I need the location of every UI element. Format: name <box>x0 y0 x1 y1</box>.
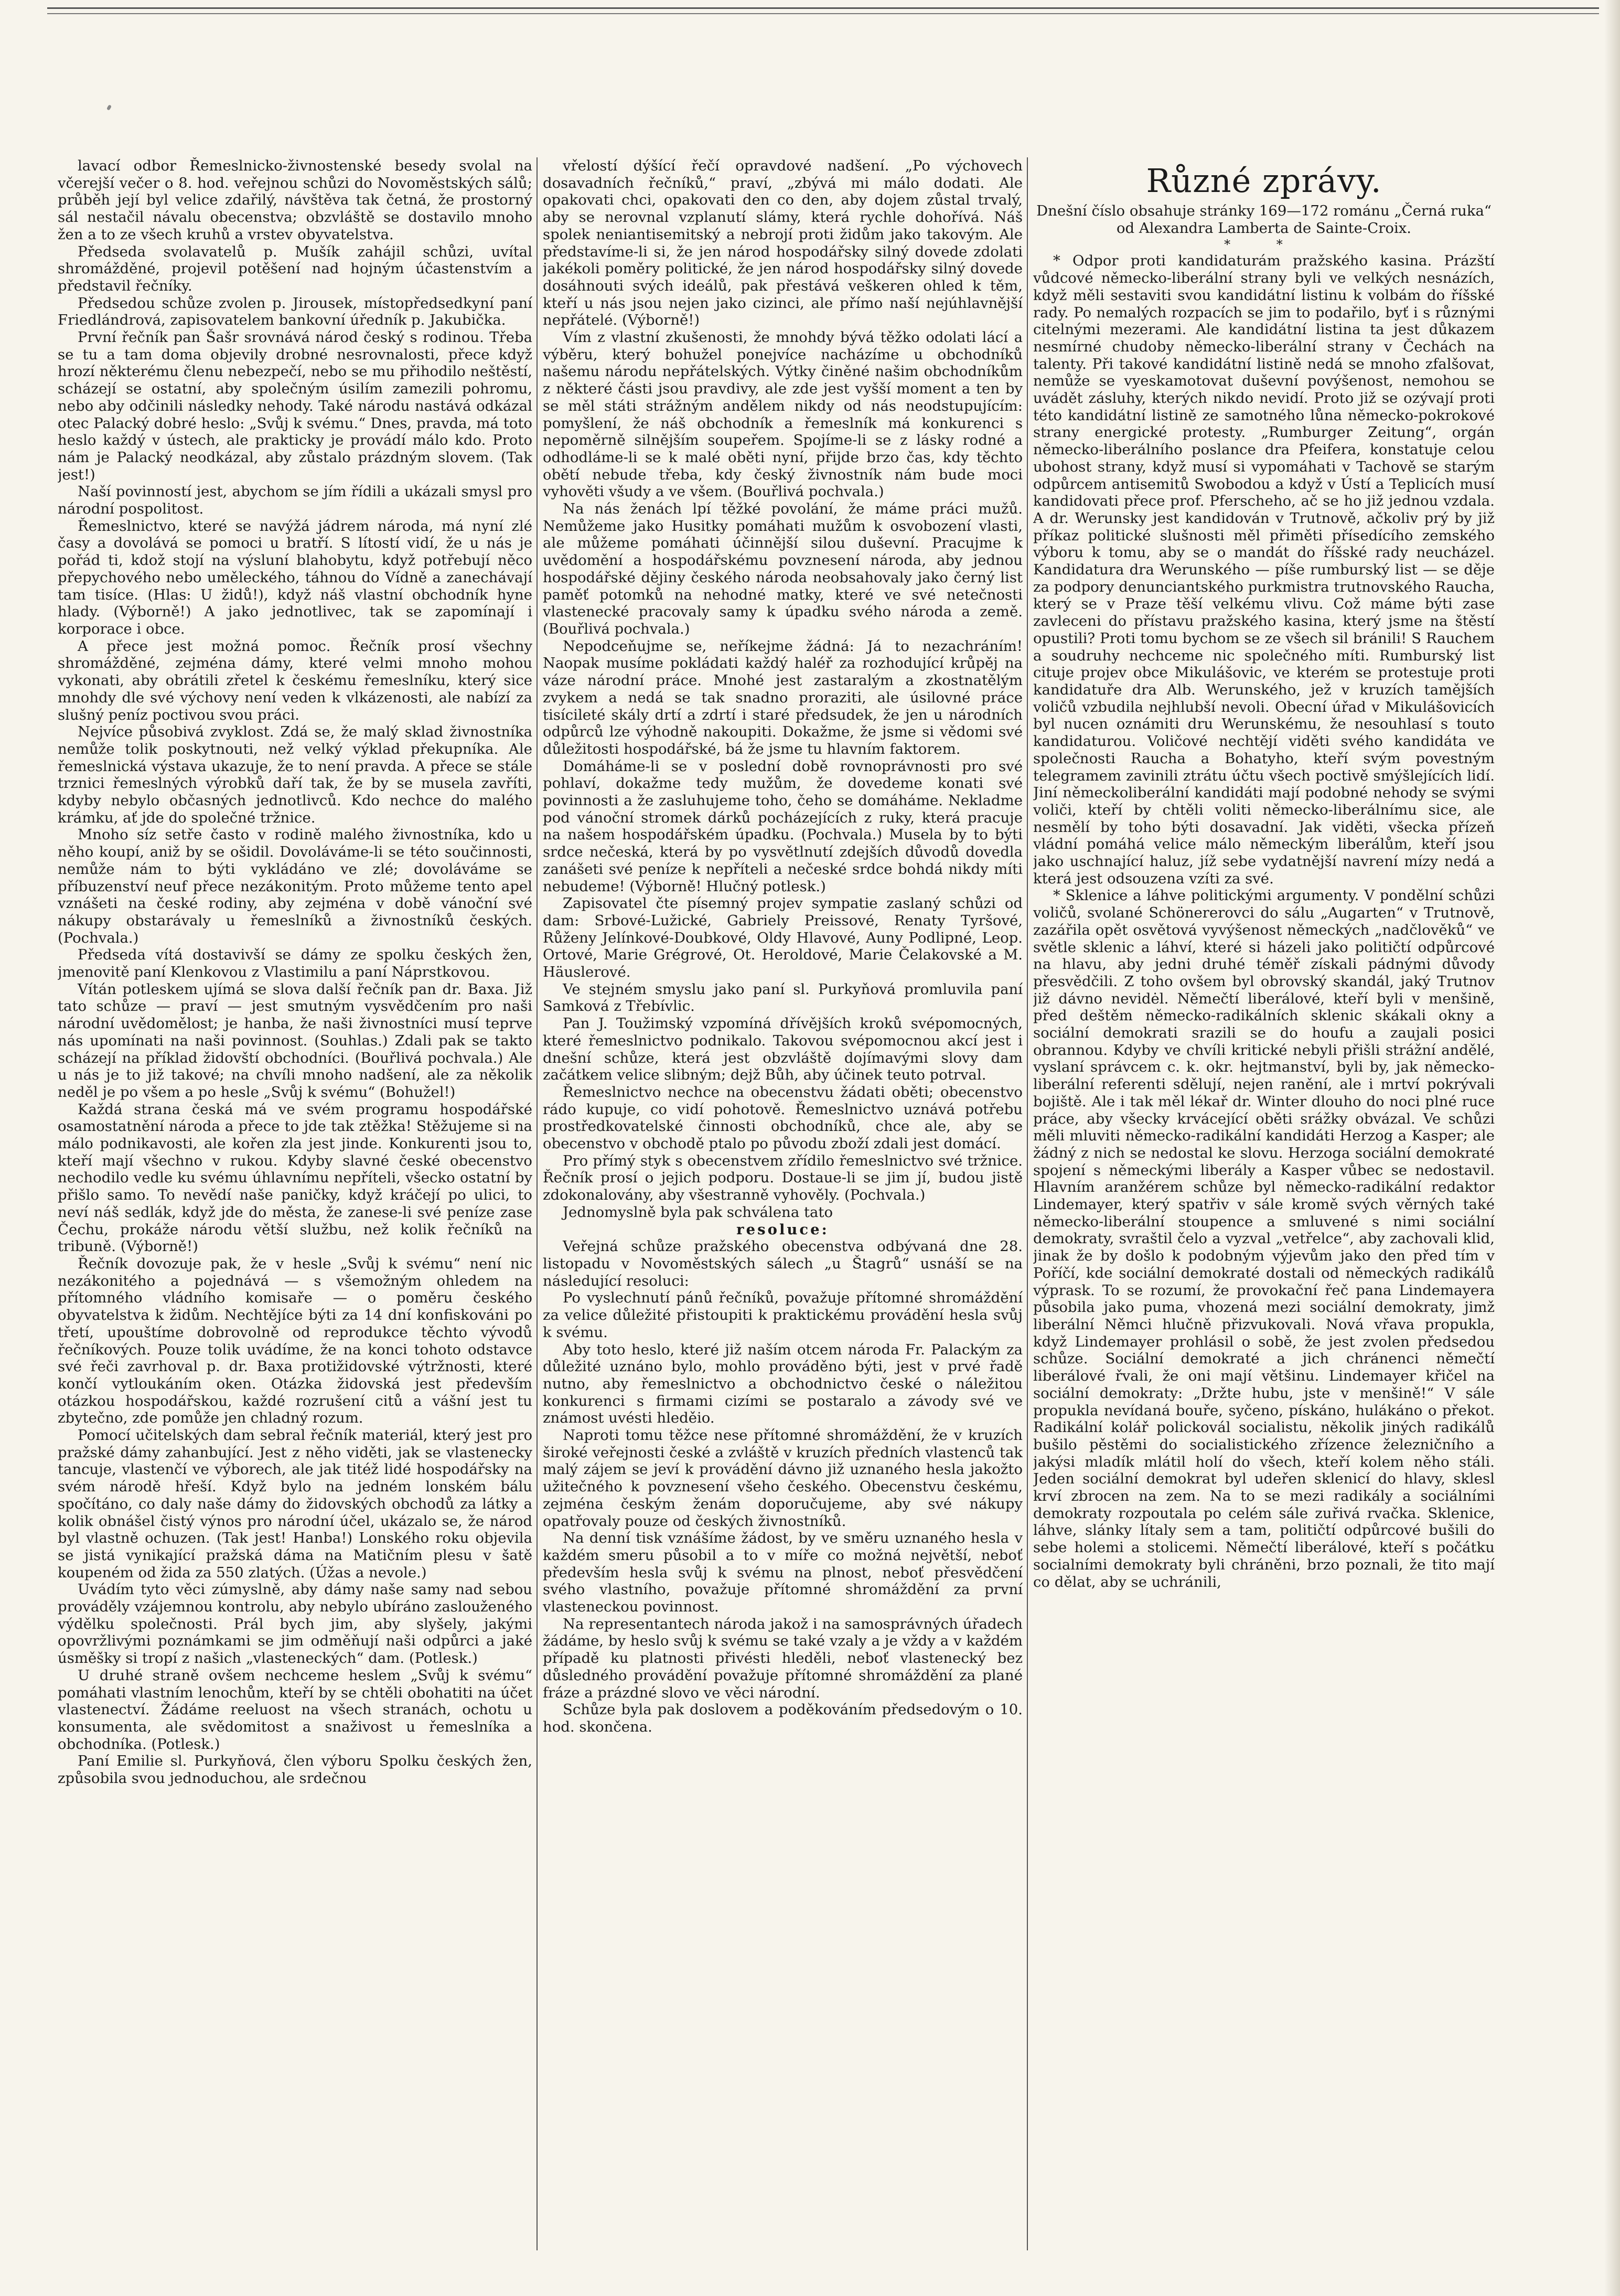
top-rule <box>47 7 1599 14</box>
article-paragraph: Pro přímý styk s obecenstvem zřídilo řemeslnictvo své tržnice. Řečník prosí o jejich podporu. Dostaue-li se jim jí, budou jistě zdokonalovány, aby všestranně vyhověly. (Pochvala.) <box>543 1152 1023 1204</box>
column-2 <box>543 157 1023 2250</box>
article-paragraph: Řečník dovozuje pak, že v hesle „Svůj k svému“ není nic nezákonitého a pojednává — s všemožným ohledem na přítomného vládního komisaře — o poměru českého obyvatelstva k židům. Nechtějíce býti za 14 dní konfiskováni po třetí, upouštíme dobrovolně od reprodukce těchto vývodů řečníkových. Pouze tolik uvádíme, že na konci tohoto odstavce své řeči zavrhoval p. dr. Baxa protižidovské výtržnosti, které končí vytloukáním oken. Otázka židovská jest především otázkou hospodářskou, každé rozrušení citů a vášní jest tu zbytečno, zde pomůže jen chladný rozum. <box>58 1255 532 1427</box>
article-paragraph: Ve stejném smyslu jako paní sl. Purkyňová promluvila paní Samková z Třebívlic. <box>543 980 1023 1015</box>
column-divider-2 <box>1027 157 1028 2250</box>
article-paragraph: Předseda vítá dostavivší se dámy ze spolku českých žen, jmenovitě paní Klenkovou z Vlastimilu a paní Náprstkovou. <box>58 946 532 981</box>
article-paragraph: Řemeslnictvo nechce na obecenstvu žádati oběti; obecenstvo rádo kupuje, co vidí pohotově. Řemeslnictvo uznává potřebu prostředkovatelské činnosti obchodníků, chce ale, aby se obecenstvo v obchodě ptalo po původu zboží zdali jest domácí. <box>543 1083 1023 1152</box>
article-paragraph: Veřejná schůze pražského obecenstva odbývaná dne 28. listopadu v Novoměstských sálech „u Štagrů“ usnáší se na následující resoluci: <box>543 1238 1023 1289</box>
article-paragraph: První řečník pan Šašr srovnává národ český s rodinou. Třeba se tu a tam doma objevily drobné nesrovnalosti, přece když hrozí některému členu nebezpečí, nebo se mu přihodilo neštěstí, scházejí se ostatní, aby společným úsilím zamezili pohromu, nebo aby odčinili následky nehody. Také národu nastává odkázal otec Palacký dobré heslo: „Svůj k svému.“ Dnes, pravda, má toto heslo každý v ústech, ale prakticky je provádí málo kdo. Proto nám je Palacký neodkázal, aby zůstalo prázdným slovem. (Tak jest!) <box>58 329 532 483</box>
article-paragraph: * Odpor proti kandidaturám pražského kasina. Prázští vůdcové německo-liberální strany byli ve velkých nesnázích, když měli sestaviti svou kandidátní listinu k volbám do říšské rady. Po nemalých rozpacích se jim to podařilo, byť i s různými citelnými mezerami. Ale kandidátní listina ta jest důkazem nesmírné chudoby německo-liberální strany v Čechách na talenty. Při takové kandidátní listině nedá se mnoho zfalšovat, nemůže se vyeskamotovat duševní povýšenost, nemohou se uvádět zásluhy, kterých nikdo nevidí. Proto již se ozývají proti této kandidátní listině ze samotného lůna německo-pokrokové strany energické protesty. „Rumburger Zeitung“, orgán německo-liberálního poslance dra Pfeifera, konstatuje celou ubohost strany, když musí si vypomáhati v Tachově se starým odpůrcem antisemitů Swobodou a když v Ústí a Teplicích musí kandidovati přece prof. Pferscheho, ač se ho již jednou vzdala. A dr. Werunsky jest kandidován v Trutnově, ačkoliv prý by již příkaz politické slušnosti měl přiměti přísedícího zemského výboru k tomu, aby se o mandát do říšské rady neucházel. Kandidatura dra Werunského — píše rumburský list — se děje za podpory denunciantského purkmistra trutnovského Raucha, který se v Praze těší velkému vlivu. Což máme býti zase zavleceni do přístavu pražského kasina, který jsme na štěstí opustili? Proti tomu bychom se ze všech sil bránili! S Rauchem a soudruhy nechceme nic společného míti. Rumburský list cituje projev obce Mikulášovic, ve kterém se protestuje proti kandidatuře dra Alb. Werunského, jež v kruzích tamějších voličů vzbudila nejhlubší nevoli. Obecní úřad v Mikulášovicích byl nucen oznámiti dru Werunskému, že nesouhlasí s touto kandidaturou. Voličové nechtějí viděti svého kandidáta ve společnosti Raucha a Bohatyho, kteří svým povestným telegramem zavinili ztrátu účtu všech poctivě smýšlejících lidí. Jiní německoliberální kandidáti mají podobné nehody se svými voliči, kteří by chtěli voliti německo-liberálnímu sice, ale nesmělí by toho býti dosavadní. Jak viděti, všecka přízeň vládní pomáhá velice málo německým liberálům, kteří jsou jako uschnající haluz, jíž sebe vydatnější navrení mízy nedá a která jest odsouzena vzíti za své. <box>1033 252 1495 887</box>
article-paragraph: Vítán potleskem ujímá se slova další řečník pan dr. Baxa. Již tato schůze — praví — jest smutným vysvědčením pro naši národní uvědomělost; je hanba, že naši živnostníci musí teprve nás upomínati na naši povinnost. (Souhlas.) Zdali pak se takto scházejí na příklad židovští obchodníci. (Bouřlivá pochvala.) Ale u nás je to již takové; na chvíli mnoho nadšení, ale za několik neděl je po všem a po hesle „Svůj k svému“ (Bohužel!) <box>58 980 532 1101</box>
article-paragraph: Zapisovatel čte písemný projev sympatie zaslaný schůzi od dam: Srbové-Lužické, Gabriely Preissové, Renaty Tyršové, Růženy Jelínkové-Doubkové, Oldy Hlavové, Auny Podlipné, Leop. Ortové, Marie Grégrové, Ot. Heroldové, Marie Čelakovské a M. Häuslerové. <box>543 895 1023 981</box>
article-paragraph: Naproti tomu těžce nese přítomné shromáždění, že v kruzích široké veřejnosti české a zvláště v kruzích předních vlastenců tak malý zájem se jeví k provádění dávno již uznaného hesla jakožto užitečného k povznesení všeho českého. Obecenstvu českému, zejména českým ženám doporučujeme, aby své nákupy opatřovaly pouze od českých živnostníků. <box>543 1427 1023 1530</box>
article-paragraph: Nejvíce působivá zvyklost. Zdá se, že malý sklad živnostníka nemůže tolik poskytnouti, než velký výklad překupníka. Ale řemeslnická výstava ukazuje, že to není pravda. A přece se stále trznici řemeslných výrobků daří tak, že by se musela zavříti, kdyby nebylo občasných jednotlivců. Kdo nechce do malého krámku, ať jde do společné tržnice. <box>58 723 532 826</box>
article-paragraph: Vím z vlastní zkušenosti, že mnohdy bývá těžko odolati lácí a výběru, který bohužel ponejvíce nacházíme u obchodníků našemu národu nepřátelských. Výtky činěné našim obchodníkům z některé části jsou pravdivy, ale zde jest vyšší moment a ten by se měl státi strážným andělem nikdy od nás neodstupujícím: pomyšlení, že náš obchodník a řemeslník má konkurenci s nepoměrně silnějším soupeřem. Spojíme-li se z lásky rodné a odhodláme-li se k malé oběti nyní, přijde brzo čas, kdy těchto obětí nebude třeba, kdy český živnostník nám bude moci vyhověti všudy a ve všem. (Bouřlivá pochvala.) <box>543 329 1023 500</box>
article-paragraph: Pan J. Toužimský vzpomíná dřívějších kroků svépomocných, které řemeslnictvo podnikalo. Takovou svépomocnou akcí jest i dnešní schůze, která jest obzvláště dojímavými slovy dam začátkem velice slibným; dejž Bůh, aby účinek teuto potrval. <box>543 1015 1023 1084</box>
article-paragraph: Nepodceňujme se, neříkejme žádná: Já to nezachráním! Naopak musíme pokládati každý haléř za rozhodující krůpěj na váze národní práce. Mnohé jest zastaralým a zkostnatělým zvykem a nedá se tak snadno proraziti, ale úsilovné práce tisícileté skály drtí a zdrtí i staré předsudek, že jen u národních odpůrců lze výhodně nakoupiti. Dokažme, že jsme si vědomi své důležitosti hospodářské, bá že jsme tu hlavním faktorem. <box>543 637 1023 757</box>
article-paragraph: * Sklenice a láhve politickými argumenty. V pondělní schůzi voličů, svolané Schönererovci do sálu „Augarten“ v Trutnově, zazářila opět osvětová vyvýšenost německých „nadčlověků“ ve světle sklenic a láhví, které si házeli jako političtí odpůrcové na hlavu, aby jedni druhé téměř získali pádnými důvody přesvědčili. Z toho ovšem byl obrovský skandál, jaký Trutnov již dávno nevidėl. Němečtí liberálové, kteří byli v menšině, před deštěm německo-radikálních sklenic skákali okny a sociální demokrati srazili se do houfu a zaujali posici obrannou. Kdyby ve chvíli kritické nebyli přišli strážní andělé, vyslaní správcem c. k. okr. hejtmanství, byli by, jak německo-liberální referenti sdělují, nejen ranění, ale i mrtví pokrývali bojiště. Ale i tak měl lékař dr. Winter dlouho do noci plné ruce práce, aby všecky krvácející oběti srážky obvázal. Ve schůzi měli mluviti německo-radikální kandidáti Herzog a Kasper; ale žádný z nich se nedostal ke slovu. Herzoga sociální demokraté spojení s německými liberály a Kasper vůbec se nedostavil. Hlavním aranžérem schůze byl německo-radikální redaktor Lindemayer, který spatřiv v sále kromě svých věrných také německo-liberální stoupence a smluvené s nimi sociální demokraty, svraštil čelo a vyzval „vetřelce“, aby zachovali klid, jinak že by došlo k podobným výjevům jako den před tím v Poříčí, kde sociální demokraté dostali od německých radikálů výprask. To se rozumí, že provokační řeč pana Lindemayera působila jako puma, vhozená mezi sociální demokraty, jimž liberální Němci hlučně přizvukovali. Nová vřava propukla, když Lindemayer prohlásil o sobě, že jest zvolen předsedou schůze. Sociální demokraté a jich chránenci němečtí liberálové řvali, že oni mají většinu. Lindemayer křičel na sociální demokraty: „Držte hubu, jste v menšině!“ V sále propukla nevídaná bouře, syčeno, pískáno, hulákáno o překot. Radikální kolář polickovál socialistu, několik jiných radikálů bušilo pěstěmi do socialistického zřízence železničního a jakýsi mladík mlátil holí do všech, kteří kolem něho stáli. Jeden sociální demokrat byl udeřen sklenicí do hlavy, sklesl krví zbrocen na zem. Na to se mezi radikály a sociálními demokraty rozpoutala po celém sále zuřivá rvačka. Sklenice, láhve, slánky lítaly sem a tam, političtí odpůrcové bušili do sebe holemi a stolicemi. Němečtí liberálové, kteří s počátku socialními demokraty byli chráněni, brzo poznali, že tito mají co dělat, aby se uchránili, <box>1033 887 1495 1590</box>
article-paragraph: Po vyslechnutí pánů řečníků, považuje přítomné shromáždění za velice důležité přistoupiti k praktickému provádění hesla svůj k svému. <box>543 1289 1023 1341</box>
article-paragraph: vřelostí dýšící řečí opravdové nadšení. „Po výchovech dosavadních řečníků,“ praví, „zbývá mi málo dodati. Ale opakovati chci, opakovati den co den, aby dojem zůstal trvalý, aby se nerovnal vzplanutí slámy, která rychle dohořívá. Náš spolek neniantisemitský a nebrojí proti židům jako takovým. Ale představíme-li si, že jen národ hospodářsky silný dovede zdolati jakékoli poměry politické, že jen národ hospodářsky silný dovede dosáhnouti svých ideálů, pak přestává veškeren ohled k těm, kteří u nás jsou nejen jako cizinci, ale přímo naší nejúhlavnější nepřátelé. (Výborně!) <box>543 157 1023 329</box>
article-paragraph: Na representantech národa jakož i na samosprávných úřadech žádáme, by heslo svůj k svému se také vzaly a je vždy a v každém případě ku platnosti přivésti hleděli, neboť vlastenecký bez důsledného provádění považuje přítomné shromáždění za plané fráze a prázdné slovo ve věci národní. <box>543 1615 1023 1701</box>
article-paragraph: Předsedou schůze zvolen p. Jirousek, místopředsedkyní paní Friedlándrová, zapisovatelem bankovní úředník p. Jakubička. <box>58 294 532 329</box>
article-paragraph: Pomocí učitelských dam sebral řečník materiál, který jest pro pražské dámy zahanbující. Jest z něho viděti, jak se vlastenecky tancuje, vlastenčí ve výborech, ale jak titéž lidé hospodářsky na svém národě hřeší. Když bylo na jedném lonském bálu spočítáno, co daly naše dámy do židovských obchodů za látky a kolik obnášel čistý výnos pro národní účel, ukázalo se, že národ byl vlastně ochuzen. (Tak jest! Hanba!) Lonského roku objevila se jistá vynikající pražská dáma na Matičním plesu v šatě koupeném od žida za 550 zlatých. (Úžas a nevole.) <box>58 1427 532 1581</box>
article-paragraph: Předseda svolavatelů p. Mušík zahájil schůzi, uvítal shromážděné, projevil potěšení nad hojným účastenstvím a představil řečníky. <box>58 243 532 294</box>
column-divider-1 <box>537 157 538 2250</box>
article-paragraph: Každá strana česká má ve svém programu hospodářské osamostatnění národa a přece to jde tak ztěžka! Stěžujeme si na málo podnikavosti, ale kořen zla jest jinde. Konkurenti jsou to, kteří mají všechno v rukou. Kdyby slavné české obecenstvo nechodilo vedle ku svému úhlavnímu nepříteli, všecko ostatní by přišlo samo. To nevědí naše paničky, když kráčejí po ulici, to neví náš sedlák, když jde do města, že zanese-li své peníze zase Čechu, prokáže národu větší službu, než kolik řečníků na tribuně. (Výborně!) <box>58 1101 532 1255</box>
article-paragraph: Na denní tisk vznášíme žádost, by ve směru uznaného hesla v každém smeru působil a to v míře co možná největší, neboť především hesla svůj k svému na plnost, neboť přesvědčení svého vlastního, považuje přítomné shromáždění za první vlasteneckou povinnost. <box>543 1530 1023 1616</box>
article-paragraph: A přece jest možná pomoc. Řečník prosí všechny shromážděné, zejména dámy, které velmi mnoho mohou vykonati, aby obrátili zřetel k českému řemeslníku, který sice mnohdy dle své výchovy není veden k vlkázenosti, ale nabízí za slušný peníz poctivou svou práci. <box>58 637 532 723</box>
article-paragraph: Uvádím tyto věci zúmyslně, aby dámy naše samy nad sebou prováděly vzájemnou kontrolu, aby nebylo ubíráno zaslouženého výdělku společnosti. Prál bych jim, aby slyšely, jakými opovržlivými poznámkami se jim odměňují naši odpůrci a jaké úsměšky si tropí z našich „vlasteneckých“ dam. (Potlesk.) <box>58 1581 532 1667</box>
article-paragraph: Jednomyslně byla pak schválena tato <box>563 1203 833 1221</box>
article-paragraph: Domáháme-li se v poslední době rovnoprávnosti pro své pohlaví, dokažme tedy mužům, že dovedeme konati své povinnosti a že zasluhujeme toho, čeho se domáháme. Nekladme pod vánoční stromek dárků pocházejících z ruky, která pracuje na našem hospodářském úpadku. (Pochvala.) Musela by to býti srdce nečeská, která by po vysvětlnutí zdejších důvodů dovedla zanášeti své peníze k nepříteli a nečeské srdce bohdá nikdy míti nebudeme! (Výborně! Hlučný potlesk.) <box>543 757 1023 895</box>
section-heading: Různé zprávy. <box>1146 162 1382 200</box>
article-paragraph: Mnoho síz setře často v rodině malého živnostníka, kdo u něho koupí, aniž by se ošidil. Dovoláváme-li se této součinnosti, nemůže nám to býti vykládáno ve zlé; dovoláváme se příbuzenství neuf přece nezákonitým. Proto můžeme tento apel vznášeti na české rodiny, aby zejména v době vánoční své nákupy obstarávaly u řemeslníků a živnostníků českých. (Pochvala.) <box>58 826 532 946</box>
column-3 <box>1033 157 1495 2250</box>
resolution-heading: resoluce: <box>736 1221 829 1238</box>
article-paragraph: Na nás ženách lpí těžké povolání, že máme práci mužů. Nemůžeme jako Husitky pomáhati mužům k osvobození vlasti, ale můžeme pomáhati účinnější silou duševní. Pracujme k uvědomění a hospodářskému povznesení národa, aby jednou hospodářské dějiny českého národa neobsahovaly jako černý list paměť potomků na nehodné matky, které ve své netečnosti vlastenecké pracovaly samy k úpadku svého národa a země. (Bouřlivá pochvala.) <box>543 500 1023 637</box>
column-1 <box>58 157 532 2250</box>
article-paragraph: U druhé straně ovšem nechceme heslem „Svůj k svému“ pomáhati vlastním lenochům, kteří by se chtěli obohatiti na účet vlastenectví. Žádáme reeluost na všech stranách, ochotu u konsumenta, ale svědomitost a snaživost u řemeslníka a obchodníka. (Potlesk.) <box>58 1667 532 1753</box>
article-paragraph: Naší povinností jest, abychom se jím řídili a ukázali smysl pro národní pospolitost. <box>58 483 532 518</box>
news-items <box>1033 252 1495 1590</box>
article-paragraph: Aby toto heslo, které již naším otcem národa Fr. Palackým za důležité uznáno bylo, mohlo prováděno býti, jest v prvé řadě nutno, aby řemeslnictvo a obchodnictvo české o náležitou konkurenci s firmami cizími se postaralo a závody své ve známost uvésti hleděio. <box>543 1341 1023 1427</box>
article-paragraph: lavací odbor Řemeslnicko-živnostenské besedy svolal na včerejší večer o 8. hod. veřejnou schůzi do Novoměstských sálů; průběh její byl velice zdařilý, návštěva tak četná, že prostorný sál nestačil návalu obecenstva; obzvláště se dostavilo mnoho žen a to ze všech kruhů a vrstev obyvatelstva. <box>58 157 532 243</box>
scan-edge <box>1604 0 1620 2296</box>
article-paragraph: Paní Emilie sl. Purkyňová, člen výboru Spolku českých žen, způsobila svou jednoduchou, ale srdečnou <box>58 1753 532 1787</box>
separator-stars: * * <box>1224 237 1304 252</box>
article-paragraph: Řemeslnictvo, které se navýžá jádrem národa, má nyní zlé časy a dovolává se pomoci u bratří. S lítostí vidí, že u nás je pořád ti, kdož stojí na výsluní blahobytu, když potřebují něco přepychového nebo uměleckého, táhnou do Vídně a zanechávají tam tisíce. (Hlas: U židů!), když náš vlastní obchodník hyne hlady. (Výborně!) A jako jednotlivec, tak se zapomínají i korporace i obce. <box>58 517 532 637</box>
section-intro: Dnešní číslo obsahuje stránky 169—172 románu „Černá ruka“ od Alexandra Lamberta de Sainte-Croix. <box>1036 202 1492 237</box>
article-paragraph: Schůze byla pak doslovem a poděkováním předsedovým o 10. hod. skončena. <box>543 1701 1023 1735</box>
ink-speck <box>106 104 112 111</box>
